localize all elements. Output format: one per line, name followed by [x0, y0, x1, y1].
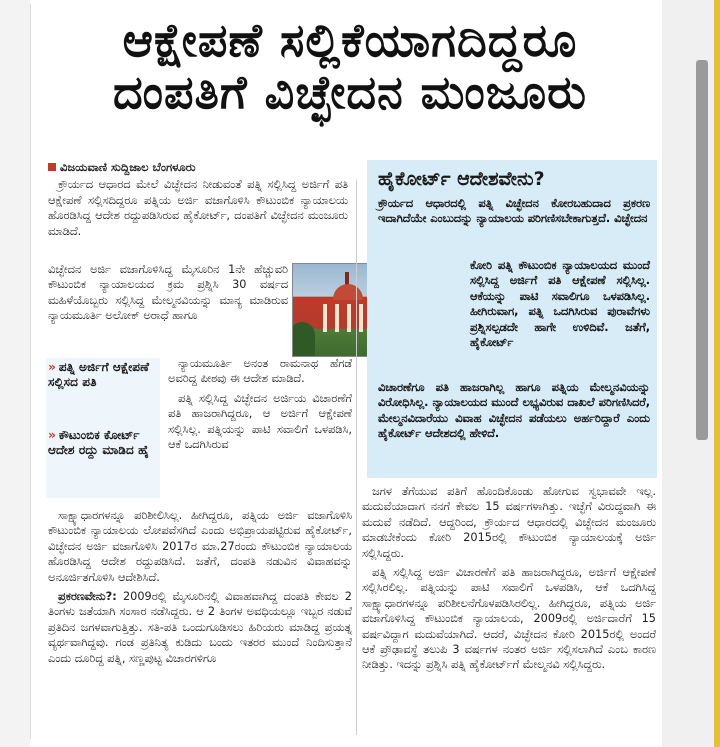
byline [48, 160, 348, 175]
right-paragraph-1: ಜಗಳ ತೆಗೆಯುವ ಪತಿಗೆ ಹೊಂದಿಕೊಂಡು ಹೋಗುವ ಸ್ವಭಾವವೇ ಇಲ್ಲ. ಮದುವೆಯಾದಾಗ ನನಗೆ ಕೇವಲ 15 ವರ್ಷಗಳಾಗಿತ್ತು. ಇಚ್ಛೆಗೆ ವಿರುದ್ಧವಾಗಿ ಈ ಮದುವೆ ನಡೆದಿದೆ. ಆದ್ದರಿಂದ, ಕ್ರೌರ್ಯದ ಆಧಾರದಲ್ಲಿ ವಿಚ್ಛೇದನ ಮಂಜೂರು ಮಾಡಬೇಕೆಂದು ಕೋರಿ 2015ರಲ್ಲಿ ಕೌಟುಂಬಿಕ ನ್ಯಾಯಾಲಯಕ್ಕೆ ಅರ್ಜಿ ಸಲ್ಲಿಸಿದ್ದರು. [362, 485, 656, 560]
paragraph-3: ಪತ್ನಿ ಸಲ್ಲಿಸಿದ್ದ ವಿಚ್ಛೇದನ ಅರ್ಜಿಯ ವಿಚಾರಣೆಗೆ ಪತಿ ಹಾಜರಾಗಿದ್ದರೂ, ಆ ಅರ್ಜಿಗೆ ಆಕ್ಷೇಪಣೆ ಸಲ್ಲಿಸಿಲ್ಲ. ಪತ್ನಿಯನ್ನು ಪಾಟಿ ಸವಾಲಿಗೆ ಒಳಪಡಿಸಿ, ಆಕೆ ಒದಗಿಸಿರುವ [168, 391, 352, 452]
callout-1 [48, 360, 158, 390]
quote-mark-icon: » [48, 428, 56, 442]
box-text-c: ವಿಚಾರಣೆಗೂ ಪತಿ ಹಾಜರಾಗಿಲ್ಲ ಹಾಗೂ ಪತ್ನಿಯ ಮೇಲ್ಮನವಿಯನ್ನು ವಿರೋಧಿಸಿಲ್ಲ. ನ್ಯಾಯಾಲಯದ ಮುಂದೆ ಲಭ್ಯವಿರುವ ದಾಖಲೆ ಪರಿಗಣಿಸಿದರೆ, ಮೇಲ್ಮನವಿದಾರೆಯು ವಿವಾಹ ವಿಚ್ಛೇದನ ಪಡೆಯಲು ಅರ್ಹರಿದ್ದಾರೆ ಎಂದು ಹೈಕೋರ್ಟ್ ಆದೇಶದಲ್ಲಿ ಹೇಳಿದೆ. [378, 381, 650, 441]
right-column [362, 484, 656, 677]
pillar [347, 304, 351, 332]
bullet-square-icon [48, 163, 56, 171]
paragraph-4: ಸಾಕ್ಷ್ಯಾಧಾರಗಳನ್ನೂ ಪರಿಶೀಲಿಸಿಲ್ಲ. ಹೀಗಿದ್ದರೂ, ಪತ್ನಿಯ ಅರ್ಜಿ ವಜಾಗೊಳಿಸಿ ಕೌಟುಂಬಿಕ ನ್ಯಾಯಾಲಯ ಲೋಪವೆಸಗಿದೆ ಎಂದು ಅಭಿಪ್ರಾಯಪಟ್ಟಿರುವ ಹೈಕೋರ್ಟ್, ವಿಚ್ಛೇದನ ಅರ್ಜಿ ವಜಾಗೊಳಿಸಿ 2017ರ ಮಾ.27ರಂದು ಕೌಟುಂಬಿಕ ನ್ಯಾಯಾಲಯ ಹೊರಡಿಸಿದ್ದ ಆದೇಶ ರದ್ದುಪಡಿಸಿದೆ. ಜತೆಗೆ, ದಂಪತಿ ನಡುವಿನ ವಿವಾಹವನ್ನು ಅನೂರ್ಜಿತಗೊಳಿಸಿ ಆದೇಶಿಸಿದೆ. [48, 509, 352, 584]
headline-line-1: ಆಕ್ಷೇಪಣೆ ಸಲ್ಲಿಕೆಯಾಗದಿದ್ದರೂ [122, 13, 578, 67]
headline [50, 14, 650, 118]
box-text-b: ಕೋರಿ ಪತ್ನಿ ಕೌಟುಂಬಿಕ ನ್ಯಾಯಾಲಯದ ಮುಂದೆ ಸಲ್ಲಿಸಿದ್ದ ಅರ್ಜಿಗೆ ಪತಿ ಆಕ್ಷೇಪಣೆ ಸಲ್ಲಿಸಿಲ್ಲ. ಆಕೆಯನ್ನು ಪಾಟಿ ಸವಾಲಿಗೂ ಒಳಪಡಿಸಿಲ್ಲ. ಹೀಗಿರುವಾಗ, ಪತ್ನಿ ಒದಗಿಸಿರುವ ಪುರಾವೆಗಳು ಪ್ರಶ್ನಿಸಲ್ಪಡದೇ ಹಾಗೇ ಉಳಿದಿವೆ. ಜತೆಗೆ, ಹೈಕೋರ್ಟ್ [470, 259, 650, 350]
byline-text: ವಿಜಯವಾಣಿ ಸುದ್ದಿಜಾಲ ಬೆಂಗಳೂರು [60, 160, 196, 174]
article-lead [48, 160, 348, 243]
quote-mark-icon: » [48, 360, 56, 374]
beside-callouts [168, 356, 352, 456]
paragraph-5 [48, 589, 352, 666]
paragraph-2b: ನ್ಯಾಯಮೂರ್ತಿ ಅನಂತ ರಾಮನಾಥ ಹೆಗಡೆ ಅವರಿದ್ದ ಪೀಠವು ಈ ಆದೇಶ ಮಾಡಿದೆ. [168, 357, 352, 386]
dome [333, 284, 363, 300]
paragraph-2a: ವಿಚ್ಛೇದನ ಅರ್ಜಿ ವಜಾಗೊಳಿಸಿದ್ದ ಮೈಸೂರಿನ 1ನೇ ಹೆಚ್ಚುವರಿ ಕೌಟುಂಬಿಕ ನ್ಯಾಯಾಲಯದ ಕ್ರಮ ಪ್ರಶ್ನಿಸಿ 30 ವರ್ಷದ ಮಹಿಳೆಯೊಬ್ಬರು ಸಲ್ಲಿಸಿದ್ದ ಮೇಲ್ಮನವಿಯನ್ನು ಮಾನ್ಯ ಮಾಡಿರುವ ನ್ಯಾಯಮೂರ್ತಿ ಅಲೋಕ್ ಅರಾಧೆ ಹಾಗೂ [48, 263, 288, 323]
box-text-a: ಕ್ರೌರ್ಯದ ಆಧಾರದಲ್ಲಿ ಪತ್ನಿ ವಿಚ್ಛೇದನ ಕೋರಬಹುದಾದ ಪ್ರಕರಣ ಇದಾಗಿದೆಯೇ ಎಂಬುದನ್ನು ನ್ಯಾಯಾಲಯ ಪರಿಗಣಿಸಬೇಕಾಗುತ್ತದೆ. ವಿಚ್ಛೇದನ [378, 197, 650, 226]
intro-paragraph: ಕ್ರೌರ್ಯದ ಆಧಾರದ ಮೇಲೆ ವಿಚ್ಛೇದನ ನೀಡುವಂತೆ ಪತ್ನಿ ಸಲ್ಲಿಸಿದ್ದ ಅರ್ಜಿಗೆ ಪತಿ ಆಕ್ಷೇಪಣೆ ಸಲ್ಲಿಸದಿದ್ದರೂ ಪತ್ನಿಯ ಅರ್ಜಿ ವಜಾಗೊಳಿಸಿ ಕೌಟುಂಬಿಕ ನ್ಯಾಯಾಲಯ ಹೊರಡಿಸಿದ್ದ ಆದೇಶ ರದ್ದುಪಡಿಸಿರುವ ಹೈಕೋರ್ಟ್, ದಂಪತಿಗೆ ವಿಚ್ಛೇದನ ಮಂಜೂರು ಮಾಡಿದೆ. [48, 178, 348, 238]
pillar [359, 304, 363, 332]
scroll-indicator [696, 60, 708, 440]
right-paragraph-2: ಪತ್ನಿ ಸಲ್ಲಿಸಿದ್ದ ಅರ್ಜಿ ವಿಚಾರಣೆಗೆ ಪತಿ ಹಾಜರಾಗಿದ್ದರೂ, ಅರ್ಜಿಗೆ ಆಕ್ಷೇಪಣೆ ಸಲ್ಲಿಸಿರಲಿಲ್ಲ. ಪತ್ನಿಯನ್ನು ಪಾಟಿ ಸವಾಲಿಗೆ ಒಳಪಡಿಸಿ, ಆಕೆ ಒದಗಿಸಿದ್ದ ಸಾಕ್ಷ್ಯಾಧಾರಗಳನ್ನೂ ಪರಿಶೀಲನೆಗೊಳಪಡಿಸಿರಲಿಲ್ಲ. ಹೀಗಿದ್ದರೂ, ಪತ್ನಿಯ ಅರ್ಜಿ ವಜಾಗೊಳಿಸಿದ್ದ ಕೌಟುಂಬಿಕ ನ್ಯಾಯಾಲಯ, 2009ರಲ್ಲಿ ಅರ್ಜಿದಾರೆಗೆ 15 ವರ್ಷವಿದ್ದಾಗ ಮದುವೆಯಾಗಿದೆ. ಆದರೆ, ವಿಚ್ಛೇದನ ಕೋರಿ 2015ರಲ್ಲಿ ಅಂದರೆ ಆಕೆ ಪ್ರೌಢಾವಸ್ಥೆ ತಲುಪಿ 3 ವರ್ಷಗಳ ನಂತರ ಅರ್ಜಿ ಸಲ್ಲಿಸಲಾಗಿದೆ ಎಂಬ ಕಾರಣ ನೀಡಿತ್ತು. ಇದನ್ನು ಪ್ರಶ್ನಿಸಿ ಪತ್ನಿ ಹೈಕೋರ್ಟ್‌ಗೆ ಮೇಲ್ಮನವಿ ಸಲ್ಲಿಸಿದ್ದರು. [362, 566, 656, 672]
tree [292, 322, 315, 356]
callout-2-text: ಕೌಟುಂಬಿಕ ಕೋರ್ಟ್ ಆದೇಶ ರದ್ದು ಮಾಡಿದ ಹೈ [48, 428, 150, 457]
left-margin [0, 0, 30, 747]
section-lead: ಪ್ರಕರಣವೇನು?: [58, 590, 117, 604]
callout-2 [48, 428, 158, 458]
pillar [323, 304, 327, 332]
headline-line-2: ದಂಪತಿಗೆ ವಿಚ್ಛೇದನ ಮಂಜೂರು [112, 65, 588, 119]
paragraph-5-text: 2009ರಲ್ಲಿ ಮೈಸೂರಿನಲ್ಲಿ ವಿವಾಹವಾಗಿದ್ದ ದಂಪತಿ ಕೇವಲ 2 ತಿಂಗಳು ಜತೆಯಾಗಿ ಸಂಸಾರ ನಡೆಸಿದ್ದರು. ಆ 2 ತಿಂಗಳ ಅವಧಿಯಲ್ಲೂ ಇಬ್ಬರ ನಡುವೆ ಪ್ರತಿದಿನ ಜಗಳವಾಗುತ್ತಿತ್ತು. ಸತಿ-ಪತಿ ಒಂದುಗೂಡಿಸಲು ಹಿರಿಯರು ಮಾಡಿದ್ದ ಪ್ರಯತ್ನ ವ್ಯರ್ಥವಾಗಿದ್ದವು. ಗಂಡ ಪ್ರತಿನಿತ್ಯ ಕುಡಿದು ಬಂದು ಇತರರ ಮುಂದೆ ನಿಂದಿಸುತ್ತಾನೆ ಎಂದು ದೂರಿದ್ದ ಪತ್ನಿ, ಸಣ್ಣಪುಟ್ಟ ವಿಚಾರಗಳಿಗೂ [48, 590, 352, 665]
right-margin [662, 0, 720, 747]
left-column-bottom [48, 508, 352, 670]
box-title: ಹೈಕೋರ್ಟ್ ಆದೇಶವೇನು? [378, 168, 545, 190]
right-edge-strip [714, 0, 720, 747]
pillar [335, 304, 339, 332]
callout-1-text: ಪತ್ನಿ ಅರ್ಜಿಗೆ ಆಕ್ಷೇಪಣೆ ಸಲ್ಲಿಸದ ಪತಿ [48, 360, 149, 389]
column-divider [356, 180, 357, 735]
